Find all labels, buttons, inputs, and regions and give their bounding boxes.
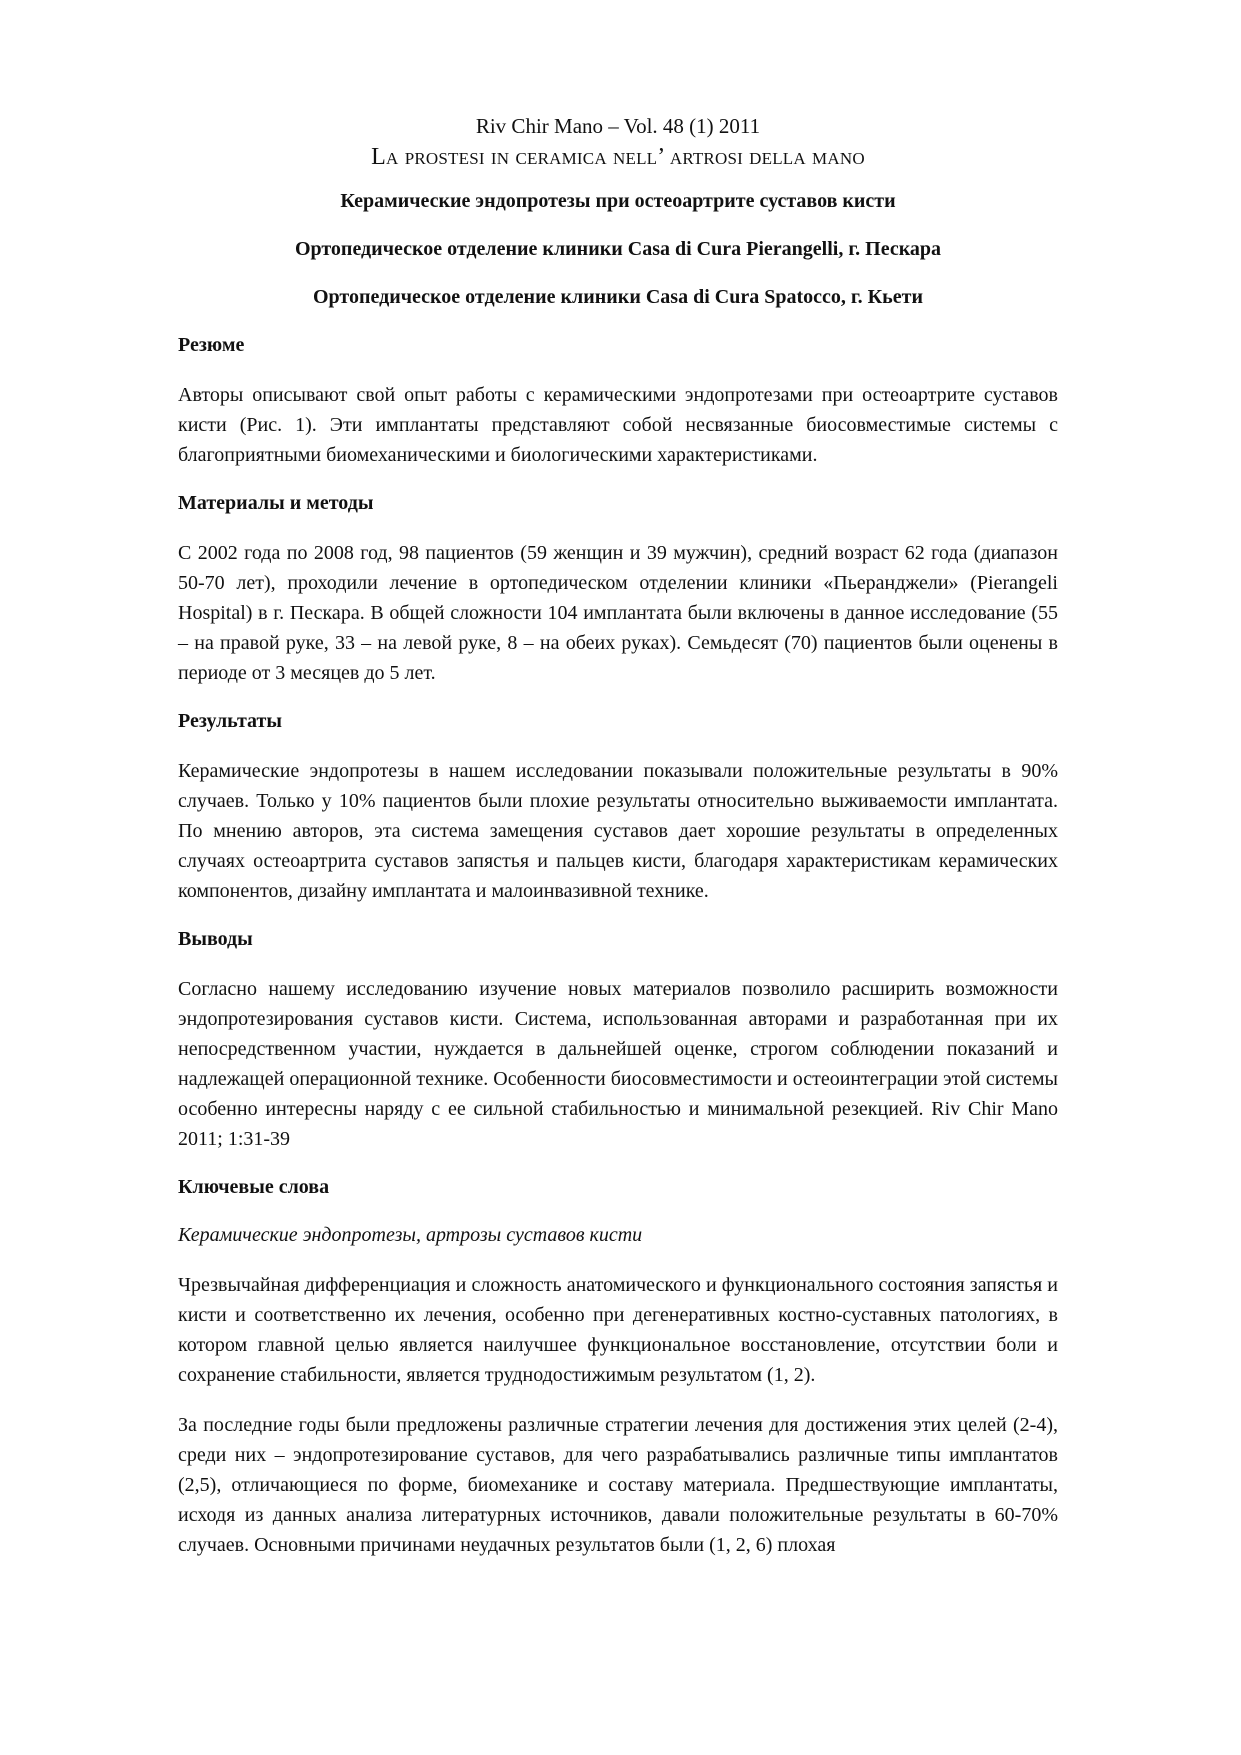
journal-citation: Riv Chir Mano – Vol. 48 (1) 2011	[475, 114, 761, 138]
paper-page	[178, 112, 1058, 1580]
methods-text: С 2002 года по 2008 год, 98 пациентов (59 женщин и 39 мужчин), средний возраст 62 года (диапазон 50-70 лет), проходили лечение в ортопедическом отделении клиники «Пьеранджели» (Pierangeli Hospital) в г. Пескара. В общей сложности 104 имплантата были включены в данное исследование (55 – на правой руке, 33 – на левой руке, 8 – на обеих руках). Семьдесят (70) пациентов были оценены в периоде от 3 месяцев до 5 лет.	[178, 542, 1058, 684]
affiliation-1: Ортопедическое отделение клиники Casa di Cura Pierangelli, г. Пескара	[294, 238, 942, 260]
keywords-text: Керамические эндопротезы, артрозы суставов кисти	[178, 1224, 643, 1246]
conclusions-text: Согласно нашему исследованию изучение новых материалов позволило расширить возможности эндопротезирования суставов кисти. Система, использованная авторами и разработанная при их непосредственном участии, нуждается в дальнейшей оценке, строгом соблюдении показаний и надлежащей операционной технике. Особенности биосовместимости и остеоинтеграции этой системы особенно интересны наряду с ее сильной стабильностью и минимальной резекцией. Riv Chir Mano 2011; 1:31-39	[178, 978, 1058, 1150]
summary-heading: Резюме	[178, 334, 245, 356]
body-paragraph-2: За последние годы были предложены различные стратегии лечения для достижения этих целей (2-4), среди них – эндопротезирование суставов, для чего разрабатывались различные типы имплантатов (2,5), отличающиеся по форме, биомеханике и составу материала. Предшествующие имплантаты, исходя из данных анализа литературных источников, давали положительные результаты в 60-70% случаев. Основными причинами неудачных результатов были (1, 2, 6) плохая	[178, 1414, 1058, 1556]
affiliation-2: Ортопедическое отделение клиники Casa di Cura Spatocco, г. Кьети	[313, 286, 923, 308]
summary-text: Авторы описывают свой опыт работы с керамическими эндопротезами при остеоартрите суставов кисти (Рис. 1). Эти имплантаты представляют собой несвязанные биосовместимые системы с благоприятными биомеханическими и биологическими характеристиками.	[178, 384, 1058, 466]
body-paragraph-1: Чрезвычайная дифференциация и сложность анатомического и функционального состояния запястья и кисти и соответственно их лечения, особенно при дегенеративных костно-суставных патологиях, в котором главной целью является наилучшее функциональное восстановление, отсутствии боли и сохранение стабильности, является труднодостижимым результатом (1, 2).	[178, 1274, 1058, 1386]
conclusions-heading: Выводы	[178, 928, 253, 950]
methods-heading: Материалы и методы	[178, 492, 374, 514]
article-title	[178, 140, 1058, 174]
keywords-heading: Ключевые слова	[178, 1176, 330, 1198]
results-text: Керамические эндопротезы в нашем исследовании показывали положительные результаты в 90% случаев. Только у 10% пациентов были плохие результаты относительно выживаемости имплантата. По мнению авторов, эта система замещения суставов дает хорошие результаты в определенных случаях остеоартрита суставов запястья и пальцев кисти, благодаря характеристикам керамических компонентов, дизайну имплантата и малоинвазивной технике.	[178, 760, 1058, 902]
russian-title: Керамические эндопротезы при остеоартрите суставов кисти	[340, 190, 896, 212]
article-title-rest: a prostesi in ceramica nell’ artrosi della mano	[386, 144, 865, 170]
article-title-initial: L	[371, 144, 387, 170]
results-heading: Результаты	[178, 710, 282, 732]
